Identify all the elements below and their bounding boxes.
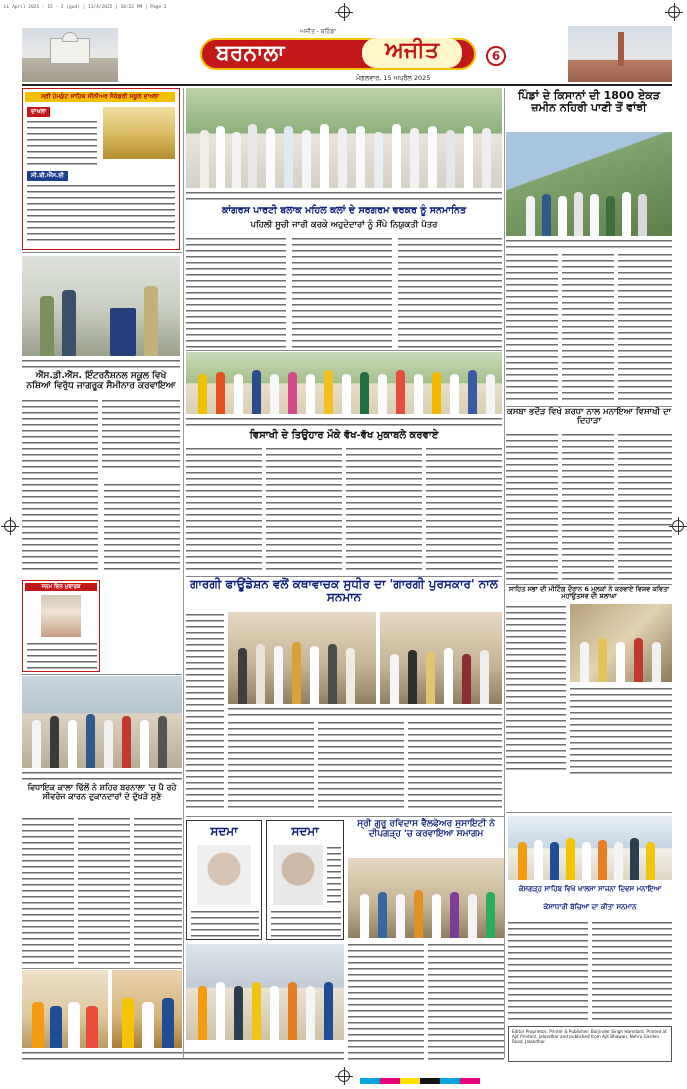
birthday-title: ਜਨਮ ਦਿਨ ਮੁਬਾਰਕ [25, 583, 97, 591]
headline-kesadhari: ਕੇਸਾਧਾਰੀ ਬੱਚਿਆਂ ਦਾ ਕੀਤਾ ਸਨਮਾਨ [543, 903, 637, 911]
headline-sewerage: ਵਿਧਾਇਕ ਕਾਲਾ ਢਿੱਲੋਂ ਨੇ ਸ਼ਹਿਰ ਬਰਨਾਲਾ 'ਚ ਪੈ ਰਹੇ ਸੀਵਰੇਜ ਕਾਰਨ ਦੁਕਾਨਦਾਰਾਂ ਦੇ ਦੁੱਖੜੇ ਸੁਣੇ [27, 783, 177, 801]
gargi-caption [228, 706, 502, 718]
registration-mark [4, 520, 16, 532]
school-photo-caption [22, 358, 180, 370]
gurdwara-photo [103, 107, 175, 159]
headline-gargi: ਗਾਰਗੀ ਫਾਊਂਡੇਸ਼ਨ ਵਲੋਂ ਕਥਾਵਾਚਕ ਸੁਧੀਰ ਦਾ 'ਗਾਰਗੀ ਪੁਰਸਕਾਰ' ਨਾਲ ਸਨਮਾਨ [190, 577, 498, 605]
registration-mark [338, 6, 350, 18]
sahitya-meeting-photo [570, 604, 672, 682]
obituary-title-2: ਸਦਮਾ [291, 824, 319, 838]
registration-mark [338, 1070, 350, 1082]
child-photo [41, 595, 81, 637]
khalsa-photo [508, 816, 672, 880]
masthead-right-photo [568, 26, 672, 82]
print-color-bar [360, 1078, 480, 1084]
imprint-text: Editor Proprietor, Printer & Publisher: Barjinder Singh Hamdard. Printed at Ajit Printers, Jalandhar and published from Ajit Bhawan, Nehru Garden Road, Jalandhar. [512, 1029, 667, 1045]
headline-ravidas: ਸ੍ਰੀ ਗੁਰੂ ਰਵਿਦਾਸ ਵੈੱਲਫੇਅਰ ਸੁਸਾਇਟੀ ਨੇ ਦੀਪਗੜ੍ਹ 'ਚ ਕਰਵਾਇਆ ਸਮਾਗਮ [357, 819, 495, 839]
headline-farmers: ਪਿੰਡਾਂ ਦੇ ਕਿਸਾਨਾਂ ਦੀ 1800 ਏਕੜ ਜ਼ਮੀਨ ਨਹਿਰੀ ਪਾਣੀ ਤੋਂ ਵਾਂਝੀ [517, 89, 661, 115]
school-ad [22, 88, 180, 250]
registration-mark [672, 520, 684, 532]
obituary-portrait-2 [273, 845, 323, 905]
farmers-field-photo [506, 132, 672, 236]
subheadline-congress: ਪਹਿਲੀ ਸੂਚੀ ਜਾਰੀ ਕਰਕੇ ਅਹੁਦੇਦਾਰਾਂ ਨੂੰ ਸੌਂਪੇ ਨਿਯੁਕਤੀ ਪੱਤਰ [250, 220, 438, 230]
headline-school-seminar: ਐੱਸ.ਡੀ.ਐੱਸ. ਇੰਟਰਨੈਸ਼ਨਲ ਸਕੂਲ ਵਿਖੇ ਨਸ਼ਿਆਂ ਵਿਰੁੱਧ ਜਾਗਰੂਕ ਸੈਮੀਨਾਰ ਕਰਵਾਇਆ [26, 371, 176, 391]
gurmat-camp-photo-2 [112, 970, 182, 1048]
masthead-name-right: ਅਜੀਤ [362, 38, 462, 68]
headline-baisakhi: ਵਿਸਾਖੀ ਦੇ ਤਿਉਹਾਰ ਮੌਕੇ ਵੱਖ-ਵੱਖ ਮੁਕਾਬਲੇ ਕਰਵਾਏ [249, 430, 439, 441]
masthead-left-photo [22, 28, 118, 82]
masthead-banner [200, 38, 476, 70]
baisakhi-group-photo [186, 352, 502, 414]
masthead-name-left: ਬਰਨਾਲਾ [216, 41, 285, 66]
farmers-caption [506, 238, 672, 250]
obituary-portrait-1 [197, 845, 251, 905]
sewerage-photo [22, 676, 182, 768]
congress-group-photo [186, 88, 502, 188]
police-seminar-photo [22, 256, 180, 356]
event-photo-3 [186, 944, 344, 1040]
gargi-award-photo [228, 612, 376, 704]
sewerage-caption [22, 770, 182, 782]
headline-congress: ਕਾਂਗਰਸ ਪਾਰਟੀ ਬਲਾਕ ਮਹਿਲ ਕਲਾਂ ਦੇ ਸਰਗਰਮ ਵਰਕਰ ਨੂੰ ਸਨਮਾਨਿਤ [221, 205, 467, 216]
headline-sahitya: ਸਾਹਿਤ ਸਭਾ ਦੀ ਮੀਟਿੰਗ ਦੌਰਾਨ 6 ਮੁਲਕਾਂ ਨੇ ਕਰਵਾਏ ਵਿਸ਼ਵ ਕਵਿਤਾ ਮਹਾਂਉਤਸਵ ਦੀ ਸ਼ਲਾਘਾ [508, 585, 670, 601]
congress-caption [186, 190, 502, 204]
ad-tag-admission: ਦਾਖਲਾ [27, 107, 50, 117]
headline-khalsa: ਕੇਸਗੜ੍ਹ ਸਾਹਿਬ ਵਿਖੇ ਖਾਲਸਾ ਸਾਜਨਾ ਦਿਵਸ ਮਨਾਇਆ [518, 885, 662, 893]
obituary-title-1: ਸਦਮਾ [210, 824, 238, 838]
birthday-box [22, 580, 100, 672]
page-number: 6 [486, 46, 506, 66]
registration-mark [668, 6, 680, 18]
ad-tag-cbse: ਸੀ.ਬੀ.ਐੱਸ.ਈ [27, 171, 68, 181]
baisakhi-caption [186, 416, 502, 428]
masthead-section-label: ਅਜੀਤ - ਬਠਿੰਡਾ [300, 28, 336, 35]
gargi-event-photo [380, 612, 502, 704]
ad-title: ਸ੍ਰੀ ਹੇਮਕੁੰਟ ਸਾਹਿਬ ਸੀਨੀਅਰ ਸੈਕੰਡਰੀ ਸਕੂਲ ਦਾਖਲਾ [25, 92, 175, 102]
headline-baisakhi-town: ਕਸਬਾ ਭਦੌੜ ਵਿਖੇ ਸ਼ਰਧਾ ਨਾਲ ਮਨਾਇਆ ਵਿਸਾਖੀ ਦਾ ਦਿਹਾੜਾ [506, 407, 672, 427]
obituary-box-2 [266, 820, 344, 940]
ravidas-event-photo [348, 858, 504, 938]
gurmat-camp-photo-1 [22, 970, 108, 1048]
imprint-box [508, 1026, 672, 1062]
masthead-date: ਮੰਗਲਵਾਰ, 15 ਅਪ੍ਰੈਲ 2025 [356, 74, 431, 82]
obituary-box-1 [186, 820, 262, 940]
print-slug: LL April 2025 - 15 - 2 (gud) | 11/4/2025 | 10:22 PM | Page 2 [4, 5, 167, 10]
